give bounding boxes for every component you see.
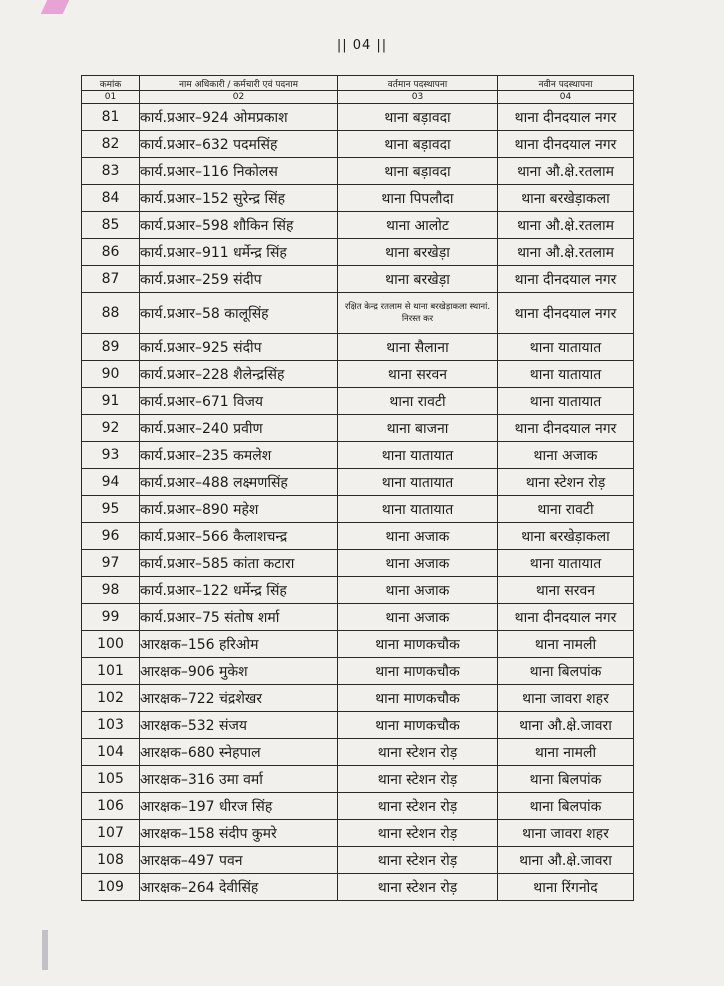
column-number: 02 — [140, 91, 338, 104]
serial-cell: 88 — [82, 293, 140, 334]
table-row — [82, 523, 634, 550]
new-posting-cell: थाना रिंगनोद — [498, 874, 634, 901]
officer-name-cell: कार्य.प्रआर–632 पदमसिंह — [140, 131, 338, 158]
table-row — [82, 388, 634, 415]
officer-name-cell: कार्य.प्रआर–911 धर्मेन्द्र सिंह — [140, 239, 338, 266]
new-posting-cell: थाना नामली — [498, 631, 634, 658]
current-posting-cell: थाना यातायात — [338, 469, 498, 496]
table-row — [82, 442, 634, 469]
current-posting-cell: थाना बड़ावदा — [338, 131, 498, 158]
officer-name-cell: आरक्षक–680 स्नेहपाल — [140, 739, 338, 766]
current-posting-cell: थाना बड़ावदा — [338, 158, 498, 185]
current-posting-cell: थाना यातायात — [338, 496, 498, 523]
current-posting-cell: थाना स्टेशन रोड़ — [338, 874, 498, 901]
officer-name-cell: कार्य.प्रआर–235 कमलेश — [140, 442, 338, 469]
officer-name-cell: आरक्षक–497 पवन — [140, 847, 338, 874]
table-row — [82, 104, 634, 131]
new-posting-cell: थाना जावरा शहर — [498, 685, 634, 712]
new-posting-cell: थाना रावटी — [498, 496, 634, 523]
column-number-row — [82, 91, 634, 104]
serial-cell: 99 — [82, 604, 140, 631]
officer-name-cell: आरक्षक–158 संदीप कुमरे — [140, 820, 338, 847]
new-posting-cell: थाना औ.क्षे.रतलाम — [498, 212, 634, 239]
new-posting-cell: थाना बिलपांक — [498, 793, 634, 820]
serial-cell: 94 — [82, 469, 140, 496]
column-number: 04 — [498, 91, 634, 104]
officer-name-cell: कार्य.प्रआर–890 महेश — [140, 496, 338, 523]
new-posting-cell: थाना बरखेड़ाकला — [498, 523, 634, 550]
new-posting-cell: थाना बिलपांक — [498, 658, 634, 685]
new-posting-cell: थाना औ.क्षे.जावरा — [498, 712, 634, 739]
table-row — [82, 212, 634, 239]
current-posting-cell: थाना पिपलौदा — [338, 185, 498, 212]
officer-name-cell: कार्य.प्रआर–925 संदीप — [140, 334, 338, 361]
current-posting-cell: थाना बरखेड़ा — [338, 239, 498, 266]
serial-cell: 87 — [82, 266, 140, 293]
officer-name-cell: आरक्षक–264 देवीसिंह — [140, 874, 338, 901]
officer-name-cell: कार्य.प्रआर–228 शैलेन्द्रसिंह — [140, 361, 338, 388]
table-row — [82, 415, 634, 442]
table-row — [82, 334, 634, 361]
table-row — [82, 158, 634, 185]
table-row — [82, 739, 634, 766]
officer-name-cell: कार्य.प्रआर–585 कांता कटारा — [140, 550, 338, 577]
current-posting-cell: थाना स्टेशन रोड़ — [338, 820, 498, 847]
serial-cell: 107 — [82, 820, 140, 847]
officer-name-cell: कार्य.प्रआर–240 प्रवीण — [140, 415, 338, 442]
current-posting-cell: थाना बरखेड़ा — [338, 266, 498, 293]
table-row — [82, 239, 634, 266]
officer-name-cell: आरक्षक–532 संजय — [140, 712, 338, 739]
table-row — [82, 131, 634, 158]
current-posting-cell: थाना सैलाना — [338, 334, 498, 361]
serial-cell: 108 — [82, 847, 140, 874]
new-posting-cell: थाना दीनदयाल नगर — [498, 104, 634, 131]
table-row — [82, 361, 634, 388]
serial-cell: 85 — [82, 212, 140, 239]
new-posting-cell: थाना यातायात — [498, 334, 634, 361]
new-posting-cell: थाना अजाक — [498, 442, 634, 469]
officer-name-cell: कार्य.प्रआर–488 लक्ष्मणसिंह — [140, 469, 338, 496]
new-posting-cell: थाना नामली — [498, 739, 634, 766]
serial-cell: 83 — [82, 158, 140, 185]
current-posting-cell: थाना अजाक — [338, 550, 498, 577]
page-corner-mark — [41, 0, 70, 14]
serial-cell: 81 — [82, 104, 140, 131]
transfer-table — [81, 75, 634, 901]
table-row — [82, 712, 634, 739]
serial-cell: 91 — [82, 388, 140, 415]
current-posting-cell: थाना अजाक — [338, 577, 498, 604]
table-row — [82, 685, 634, 712]
table-body — [82, 104, 634, 901]
header-name: नाम अधिकारी / कर्मचारी एवं पदनाम — [140, 76, 338, 91]
table-row — [82, 604, 634, 631]
table-row — [82, 185, 634, 212]
serial-cell: 109 — [82, 874, 140, 901]
serial-cell: 98 — [82, 577, 140, 604]
table-row — [82, 766, 634, 793]
new-posting-cell: थाना यातायात — [498, 388, 634, 415]
table-row — [82, 631, 634, 658]
table-row — [82, 496, 634, 523]
serial-cell: 86 — [82, 239, 140, 266]
officer-name-cell: कार्य.प्रआर–58 कालूसिंह — [140, 293, 338, 334]
table-row — [82, 847, 634, 874]
current-posting-cell: थाना स्टेशन रोड़ — [338, 847, 498, 874]
table-row — [82, 293, 634, 334]
header-current-posting: वर्तमान पदस्थापना — [338, 76, 498, 91]
current-posting-cell: थाना स्टेशन रोड़ — [338, 739, 498, 766]
table-row — [82, 469, 634, 496]
table-row — [82, 793, 634, 820]
current-posting-cell: थाना बड़ावदा — [338, 104, 498, 131]
serial-cell: 101 — [82, 658, 140, 685]
current-posting-cell: थाना अजाक — [338, 604, 498, 631]
new-posting-cell: थाना दीनदयाल नगर — [498, 293, 634, 334]
serial-cell: 106 — [82, 793, 140, 820]
page-number: || 04 || — [336, 38, 388, 53]
current-posting-cell: रक्षित केन्द्र रतलाम से थाना बरखेड़ाकला स्थानां. निरस्त कर — [338, 293, 498, 334]
new-posting-cell: थाना औ.क्षे.जावरा — [498, 847, 634, 874]
current-posting-cell: थाना अजाक — [338, 523, 498, 550]
column-number: 03 — [338, 91, 498, 104]
new-posting-cell: थाना दीनदयाल नगर — [498, 604, 634, 631]
new-posting-cell: थाना स्टेशन रोड़ — [498, 469, 634, 496]
serial-cell: 104 — [82, 739, 140, 766]
officer-name-cell: आरक्षक–316 उमा वर्मा — [140, 766, 338, 793]
officer-name-cell: कार्य.प्रआर–566 कैलाशचन्द्र — [140, 523, 338, 550]
serial-cell: 102 — [82, 685, 140, 712]
table-row — [82, 550, 634, 577]
table-row — [82, 266, 634, 293]
serial-cell: 100 — [82, 631, 140, 658]
new-posting-cell: थाना सरवन — [498, 577, 634, 604]
serial-cell: 103 — [82, 712, 140, 739]
officer-name-cell: आरक्षक–722 चंद्रशेखर — [140, 685, 338, 712]
officer-name-cell: आरक्षक–156 हरिओम — [140, 631, 338, 658]
new-posting-cell: थाना दीनदयाल नगर — [498, 415, 634, 442]
officer-name-cell: कार्य.प्रआर–122 धर्मेन्द्र सिंह — [140, 577, 338, 604]
current-posting-cell: थाना माणकचौक — [338, 712, 498, 739]
current-posting-cell: थाना माणकचौक — [338, 658, 498, 685]
header-new-posting: नवीन पदस्थापना — [498, 76, 634, 91]
current-posting-cell: थाना स्टेशन रोड़ — [338, 793, 498, 820]
table-row — [82, 658, 634, 685]
scan-edge-streak — [42, 930, 48, 970]
officer-name-cell: कार्य.प्रआर–152 सुरेन्द्र सिंह — [140, 185, 338, 212]
officer-name-cell: कार्य.प्रआर–924 ओमप्रकाश — [140, 104, 338, 131]
new-posting-cell: थाना बिलपांक — [498, 766, 634, 793]
serial-cell: 93 — [82, 442, 140, 469]
header-row — [82, 76, 634, 91]
table-row — [82, 577, 634, 604]
current-posting-cell: थाना रावटी — [338, 388, 498, 415]
current-posting-cell: थाना स्टेशन रोड़ — [338, 766, 498, 793]
current-posting-cell: थाना यातायात — [338, 442, 498, 469]
new-posting-cell: थाना यातायात — [498, 361, 634, 388]
new-posting-cell: थाना दीनदयाल नगर — [498, 266, 634, 293]
serial-cell: 92 — [82, 415, 140, 442]
serial-cell: 84 — [82, 185, 140, 212]
serial-cell: 105 — [82, 766, 140, 793]
new-posting-cell: थाना औ.क्षे.रतलाम — [498, 158, 634, 185]
new-posting-cell: थाना दीनदयाल नगर — [498, 131, 634, 158]
officer-name-cell: कार्य.प्रआर–671 विजय — [140, 388, 338, 415]
serial-cell: 82 — [82, 131, 140, 158]
officer-name-cell: कार्य.प्रआर–259 संदीप — [140, 266, 338, 293]
serial-cell: 90 — [82, 361, 140, 388]
new-posting-cell: थाना बरखेड़ाकला — [498, 185, 634, 212]
table-row — [82, 820, 634, 847]
current-posting-cell: थाना माणकचौक — [338, 685, 498, 712]
header-serial: कमांक — [82, 76, 140, 91]
serial-cell: 97 — [82, 550, 140, 577]
officer-name-cell: कार्य.प्रआर–598 शौकिन सिंह — [140, 212, 338, 239]
serial-cell: 95 — [82, 496, 140, 523]
officer-name-cell: कार्य.प्रआर–116 निकोलस — [140, 158, 338, 185]
serial-cell: 96 — [82, 523, 140, 550]
current-posting-cell: थाना सरवन — [338, 361, 498, 388]
serial-cell: 89 — [82, 334, 140, 361]
new-posting-cell: थाना जावरा शहर — [498, 820, 634, 847]
officer-name-cell: आरक्षक–906 मुकेश — [140, 658, 338, 685]
current-posting-cell: थाना माणकचौक — [338, 631, 498, 658]
new-posting-cell: थाना औ.क्षे.रतलाम — [498, 239, 634, 266]
officer-name-cell: आरक्षक–197 धीरज सिंह — [140, 793, 338, 820]
new-posting-cell: थाना यातायात — [498, 550, 634, 577]
current-posting-cell: थाना बाजना — [338, 415, 498, 442]
officer-name-cell: कार्य.प्रआर–75 संतोष शर्मा — [140, 604, 338, 631]
table-row — [82, 874, 634, 901]
column-number: 01 — [82, 91, 140, 104]
current-posting-cell: थाना आलोट — [338, 212, 498, 239]
